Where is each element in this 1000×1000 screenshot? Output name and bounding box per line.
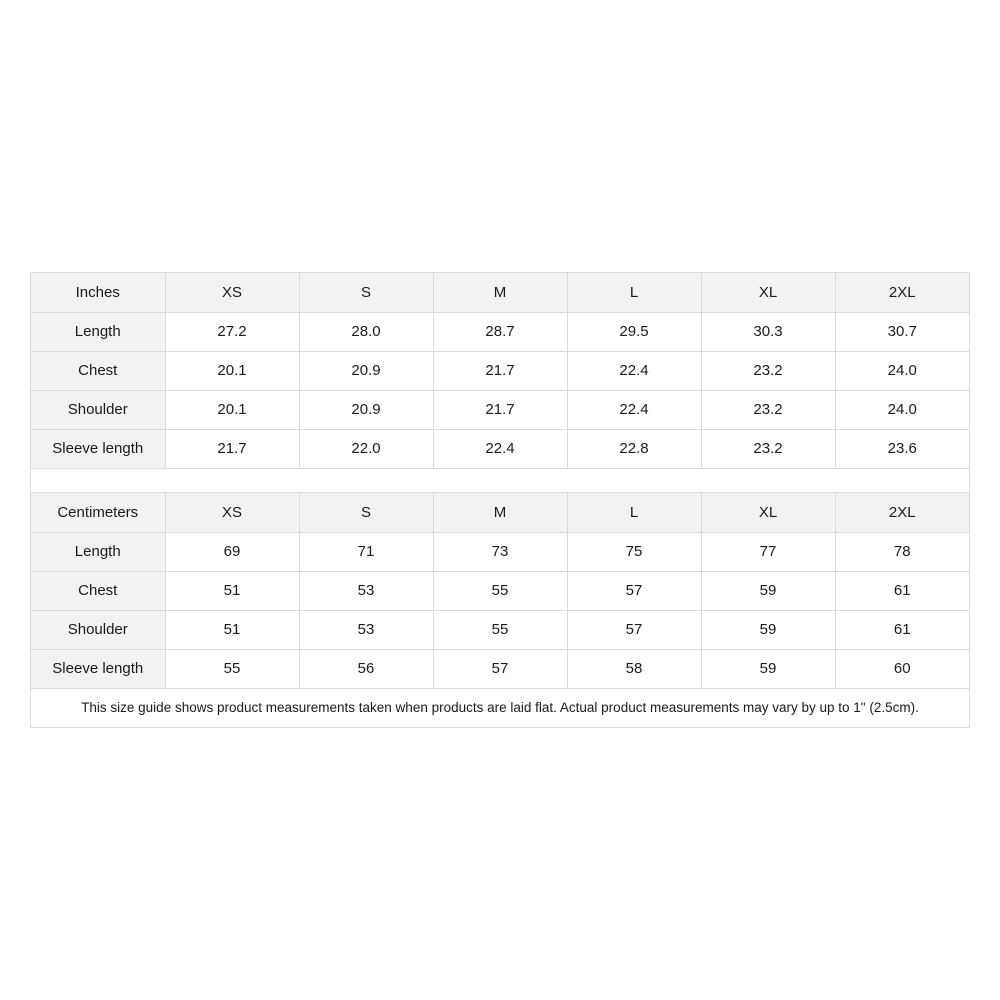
table-cell: 20.9	[299, 351, 433, 390]
table-cell: 78	[835, 532, 969, 571]
table-cell: 61	[835, 610, 969, 649]
table-cell: 22.0	[299, 429, 433, 468]
row-label: Shoulder	[31, 610, 165, 649]
table-cell: 59	[701, 610, 835, 649]
table-cell: 55	[165, 649, 299, 688]
table-cell: 23.2	[701, 429, 835, 468]
table-cell: 28.7	[433, 312, 567, 351]
table-cell: 71	[299, 532, 433, 571]
table-cell: 29.5	[567, 312, 701, 351]
table-cell: 73	[433, 532, 567, 571]
unit-label-inches: Inches	[31, 273, 165, 312]
table-cell: 56	[299, 649, 433, 688]
table-cell: 28.0	[299, 312, 433, 351]
centimeters-table	[31, 493, 969, 688]
size-header: XS	[165, 273, 299, 312]
table-cell: 23.2	[701, 351, 835, 390]
table-cell: 59	[701, 571, 835, 610]
table-row	[31, 571, 969, 610]
row-label: Length	[31, 532, 165, 571]
table-cell: 27.2	[165, 312, 299, 351]
table-cell: 20.9	[299, 390, 433, 429]
table-row	[31, 649, 969, 688]
table-cell: 51	[165, 610, 299, 649]
size-header: XS	[165, 493, 299, 532]
inches-header-row	[31, 273, 969, 312]
table-row	[31, 532, 969, 571]
table-row	[31, 610, 969, 649]
table-row	[31, 390, 969, 429]
size-header: S	[299, 273, 433, 312]
row-label: Length	[31, 312, 165, 351]
size-guide-footnote: This size guide shows product measurements taken when products are laid flat. Actual product measurements may vary by up to 1" (2.5cm).	[31, 688, 969, 727]
table-cell: 21.7	[433, 351, 567, 390]
table-row	[31, 429, 969, 468]
table-spacer	[31, 468, 969, 493]
table-cell: 53	[299, 610, 433, 649]
table-cell: 30.7	[835, 312, 969, 351]
size-header: S	[299, 493, 433, 532]
size-header: 2XL	[835, 493, 969, 532]
table-cell: 22.4	[567, 351, 701, 390]
table-cell: 55	[433, 610, 567, 649]
table-cell: 57	[433, 649, 567, 688]
table-cell: 60	[893, 660, 911, 678]
table-cell: 69	[165, 532, 299, 571]
table-cell: 57	[567, 571, 701, 610]
table-cell: 24.0	[835, 351, 969, 390]
table-cell: 59	[701, 649, 835, 688]
table-cell: 53	[299, 571, 433, 610]
size-guide	[30, 272, 970, 728]
size-header: XL	[701, 493, 835, 532]
table-cell: 23.6	[887, 440, 917, 458]
table-cell: 21.7	[433, 390, 567, 429]
row-label: Shoulder	[31, 390, 165, 429]
table-cell: 75	[567, 532, 701, 571]
table-cell: 58	[567, 649, 701, 688]
table-cell: 21.7	[165, 429, 299, 468]
table-cell: 22.4	[433, 429, 567, 468]
table-cell: 23.2	[701, 390, 835, 429]
table-cell: 55	[433, 571, 567, 610]
row-label: Sleeve length	[31, 649, 165, 688]
table-cell: 51	[165, 571, 299, 610]
row-label: Sleeve length	[31, 429, 165, 468]
table-cell: 22.4	[567, 390, 701, 429]
table-cell: 22.8	[567, 429, 701, 468]
table-cell: 20.1	[165, 390, 299, 429]
table-cell: 24.0	[835, 390, 969, 429]
size-header: 2XL	[835, 273, 969, 312]
inches-table	[31, 273, 969, 468]
row-label: Chest	[31, 571, 165, 610]
table-cell: 30.3	[701, 312, 835, 351]
unit-label-centimeters: Centimeters	[31, 493, 165, 532]
table-cell: 57	[567, 610, 701, 649]
size-header: M	[433, 493, 567, 532]
table-cell: 61	[835, 571, 969, 610]
table-cell: 77	[701, 532, 835, 571]
size-header: L	[567, 273, 701, 312]
table-row	[31, 312, 969, 351]
table-row	[31, 351, 969, 390]
size-header: XL	[701, 273, 835, 312]
size-header: M	[433, 273, 567, 312]
table-cell: 20.1	[165, 351, 299, 390]
centimeters-header-row	[31, 493, 969, 532]
size-header: L	[567, 493, 701, 532]
row-label: Chest	[31, 351, 165, 390]
